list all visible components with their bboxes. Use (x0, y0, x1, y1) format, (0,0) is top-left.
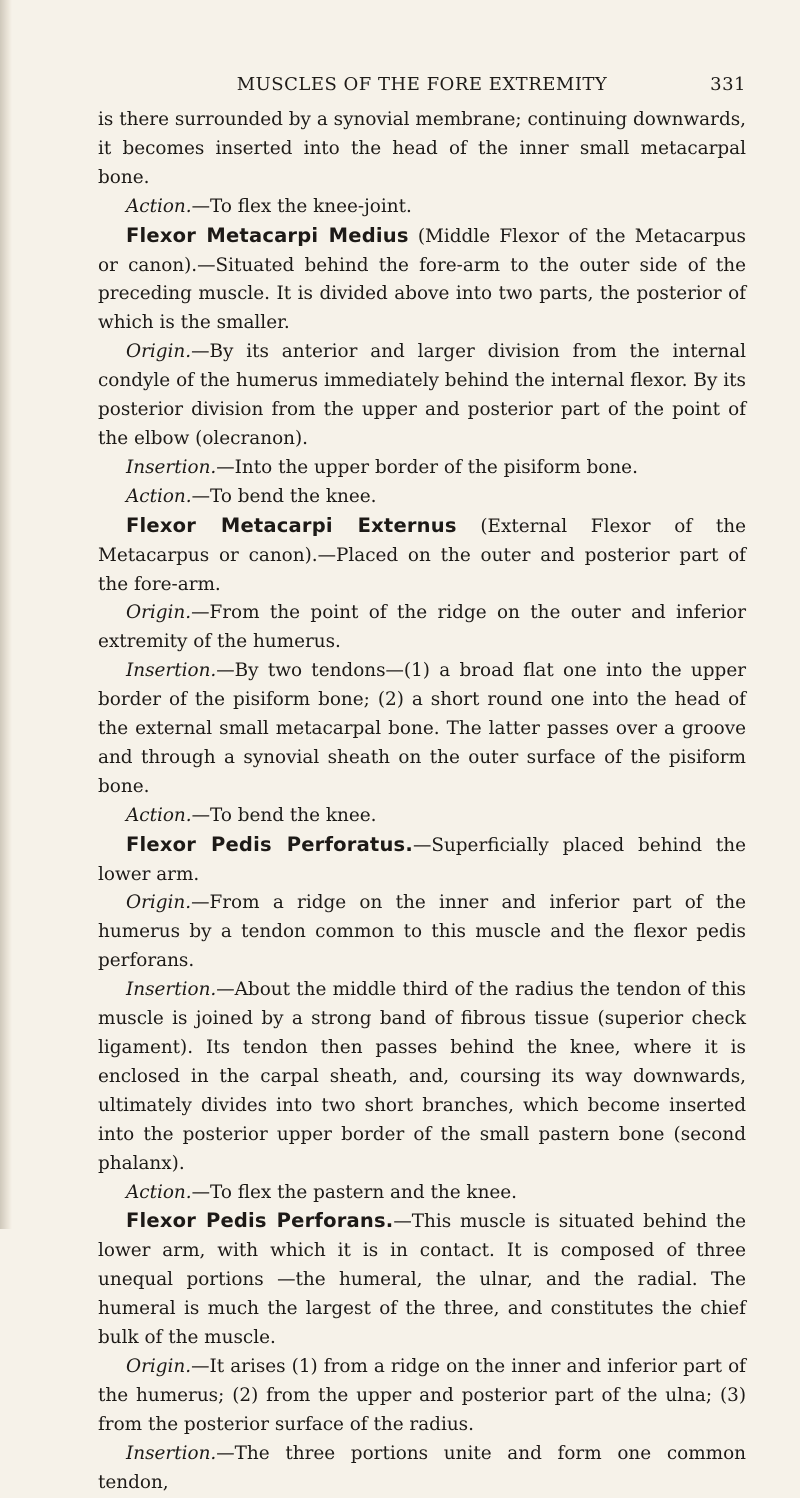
paragraph-text: —Into the upper border of the pisiform bone. (216, 456, 638, 478)
paragraph (98, 976, 746, 1178)
origin-label: Origin. (126, 892, 192, 914)
page-gutter-shadow (0, 0, 12, 1229)
running-header (98, 66, 746, 106)
insertion-label: Insertion. (126, 1442, 217, 1464)
paragraph-text: —From a ridge on the inner and inferior part of the humerus by a tendon common to this muscle and the flexor pedis perforans. (98, 892, 746, 972)
paragraph-text: —Superficially placed behind the lower arm. (98, 834, 746, 885)
body-text (98, 106, 746, 1498)
book-page (98, 66, 746, 1498)
paragraph (98, 193, 746, 222)
paragraph-text: —From the point of the ridge on the outer and inferior extremity of the humerus. (98, 602, 746, 653)
muscle-heading: Flexor Pedis Perforatus. (126, 832, 413, 856)
muscle-heading: Flexor Pedis Perforans. (126, 1209, 394, 1233)
paragraph (98, 1207, 746, 1353)
paragraph-text: —To bend the knee. (191, 804, 377, 826)
origin-label: Origin. (126, 1355, 192, 1377)
paragraph-text: —The three portions unite and form one common tendon, (98, 1442, 746, 1493)
page-number: 331 (710, 74, 746, 95)
paragraph-text: —To flex the pastern and the knee. (191, 1181, 518, 1203)
paragraph (98, 1353, 746, 1440)
paragraph-text: —This muscle is situated behind the lower arm, with which it is in contact. It is composed of three unequal portions —the humeral, the ulnar, and the radial. The humeral is much the largest of the three, and constitutes the chief bulk of the muscle. (98, 1211, 747, 1349)
action-label: Action. (126, 1181, 192, 1203)
paragraph (98, 1179, 746, 1208)
paragraph (98, 222, 746, 339)
paragraph-text: —To flex the knee-joint. (191, 195, 412, 217)
muscle-heading: Flexor Metacarpi Externus (126, 513, 457, 537)
action-label: Action. (126, 195, 192, 217)
running-title: MUSCLES OF THE FORE EXTREMITY (236, 74, 608, 95)
paragraph-text: —By its anterior and larger division from the internal condyle of the humerus immediately behind the internal flexor. By its posterior division from the upper and posterior part of the point of the elbow (olecranon). (98, 341, 746, 449)
insertion-label: Insertion. (126, 456, 217, 478)
paragraph (98, 512, 746, 600)
origin-label: Origin. (126, 602, 192, 624)
insertion-label: Insertion. (126, 979, 217, 1001)
paragraph (98, 338, 746, 454)
paragraph-text: —By two tendons—(1) a broad flat one into the upper border of the pisiform bone; (2) a short round one into the head of the external small metacarpal bone. The latter passes over a groove and through a synovial sheath on the outer surface of the pisiform bone. (98, 660, 746, 797)
paragraph (98, 889, 746, 976)
paragraph (98, 802, 746, 831)
paragraph (98, 657, 746, 802)
paragraph (98, 106, 746, 193)
paragraph-text: (Middle Flexor of the Metacarpus or canon).—Situated behind the fore-arm to the outer side of the preceding muscle. It is divided above into two parts, the posterior of which is the smaller. (98, 225, 746, 334)
paragraph-text: (External Flexor of the Metacarpus or canon).—Placed on the outer and posterior part of the fore-arm. (98, 515, 746, 595)
paragraph-text: —It arises (1) from a ridge on the inner and inferior part of the humerus; (2) from the upper and posterior part of the ulna; (3) from the posterior surface of the radius. (98, 1355, 746, 1435)
paragraph-text: —To bend the knee. (191, 485, 377, 507)
paragraph (98, 599, 746, 657)
paragraph (98, 483, 746, 512)
origin-label: Origin. (126, 341, 192, 363)
insertion-label: Insertion. (126, 660, 217, 682)
paragraph-text: —About the middle third of the radius the tendon of this muscle is joined by a strong band of fibrous tissue (superior check ligament). Its tendon then passes behind the knee, where it is enclosed in the carpal sheath, and, coursing its way downwards, ultimately divides into two short branches, which become inserted into the posterior upper border of the small pastern bone (second phalanx). (98, 979, 746, 1174)
paragraph (98, 1440, 746, 1498)
action-label: Action. (126, 485, 192, 507)
paragraph (98, 454, 746, 483)
action-label: Action. (126, 804, 192, 826)
paragraph-text: is there surrounded by a synovial membrane; continuing downwards, it becomes inserted into the head of the inner small metacarpal bone. (98, 109, 746, 188)
muscle-heading: Flexor Metacarpi Medius (126, 223, 409, 247)
paragraph (98, 831, 746, 890)
